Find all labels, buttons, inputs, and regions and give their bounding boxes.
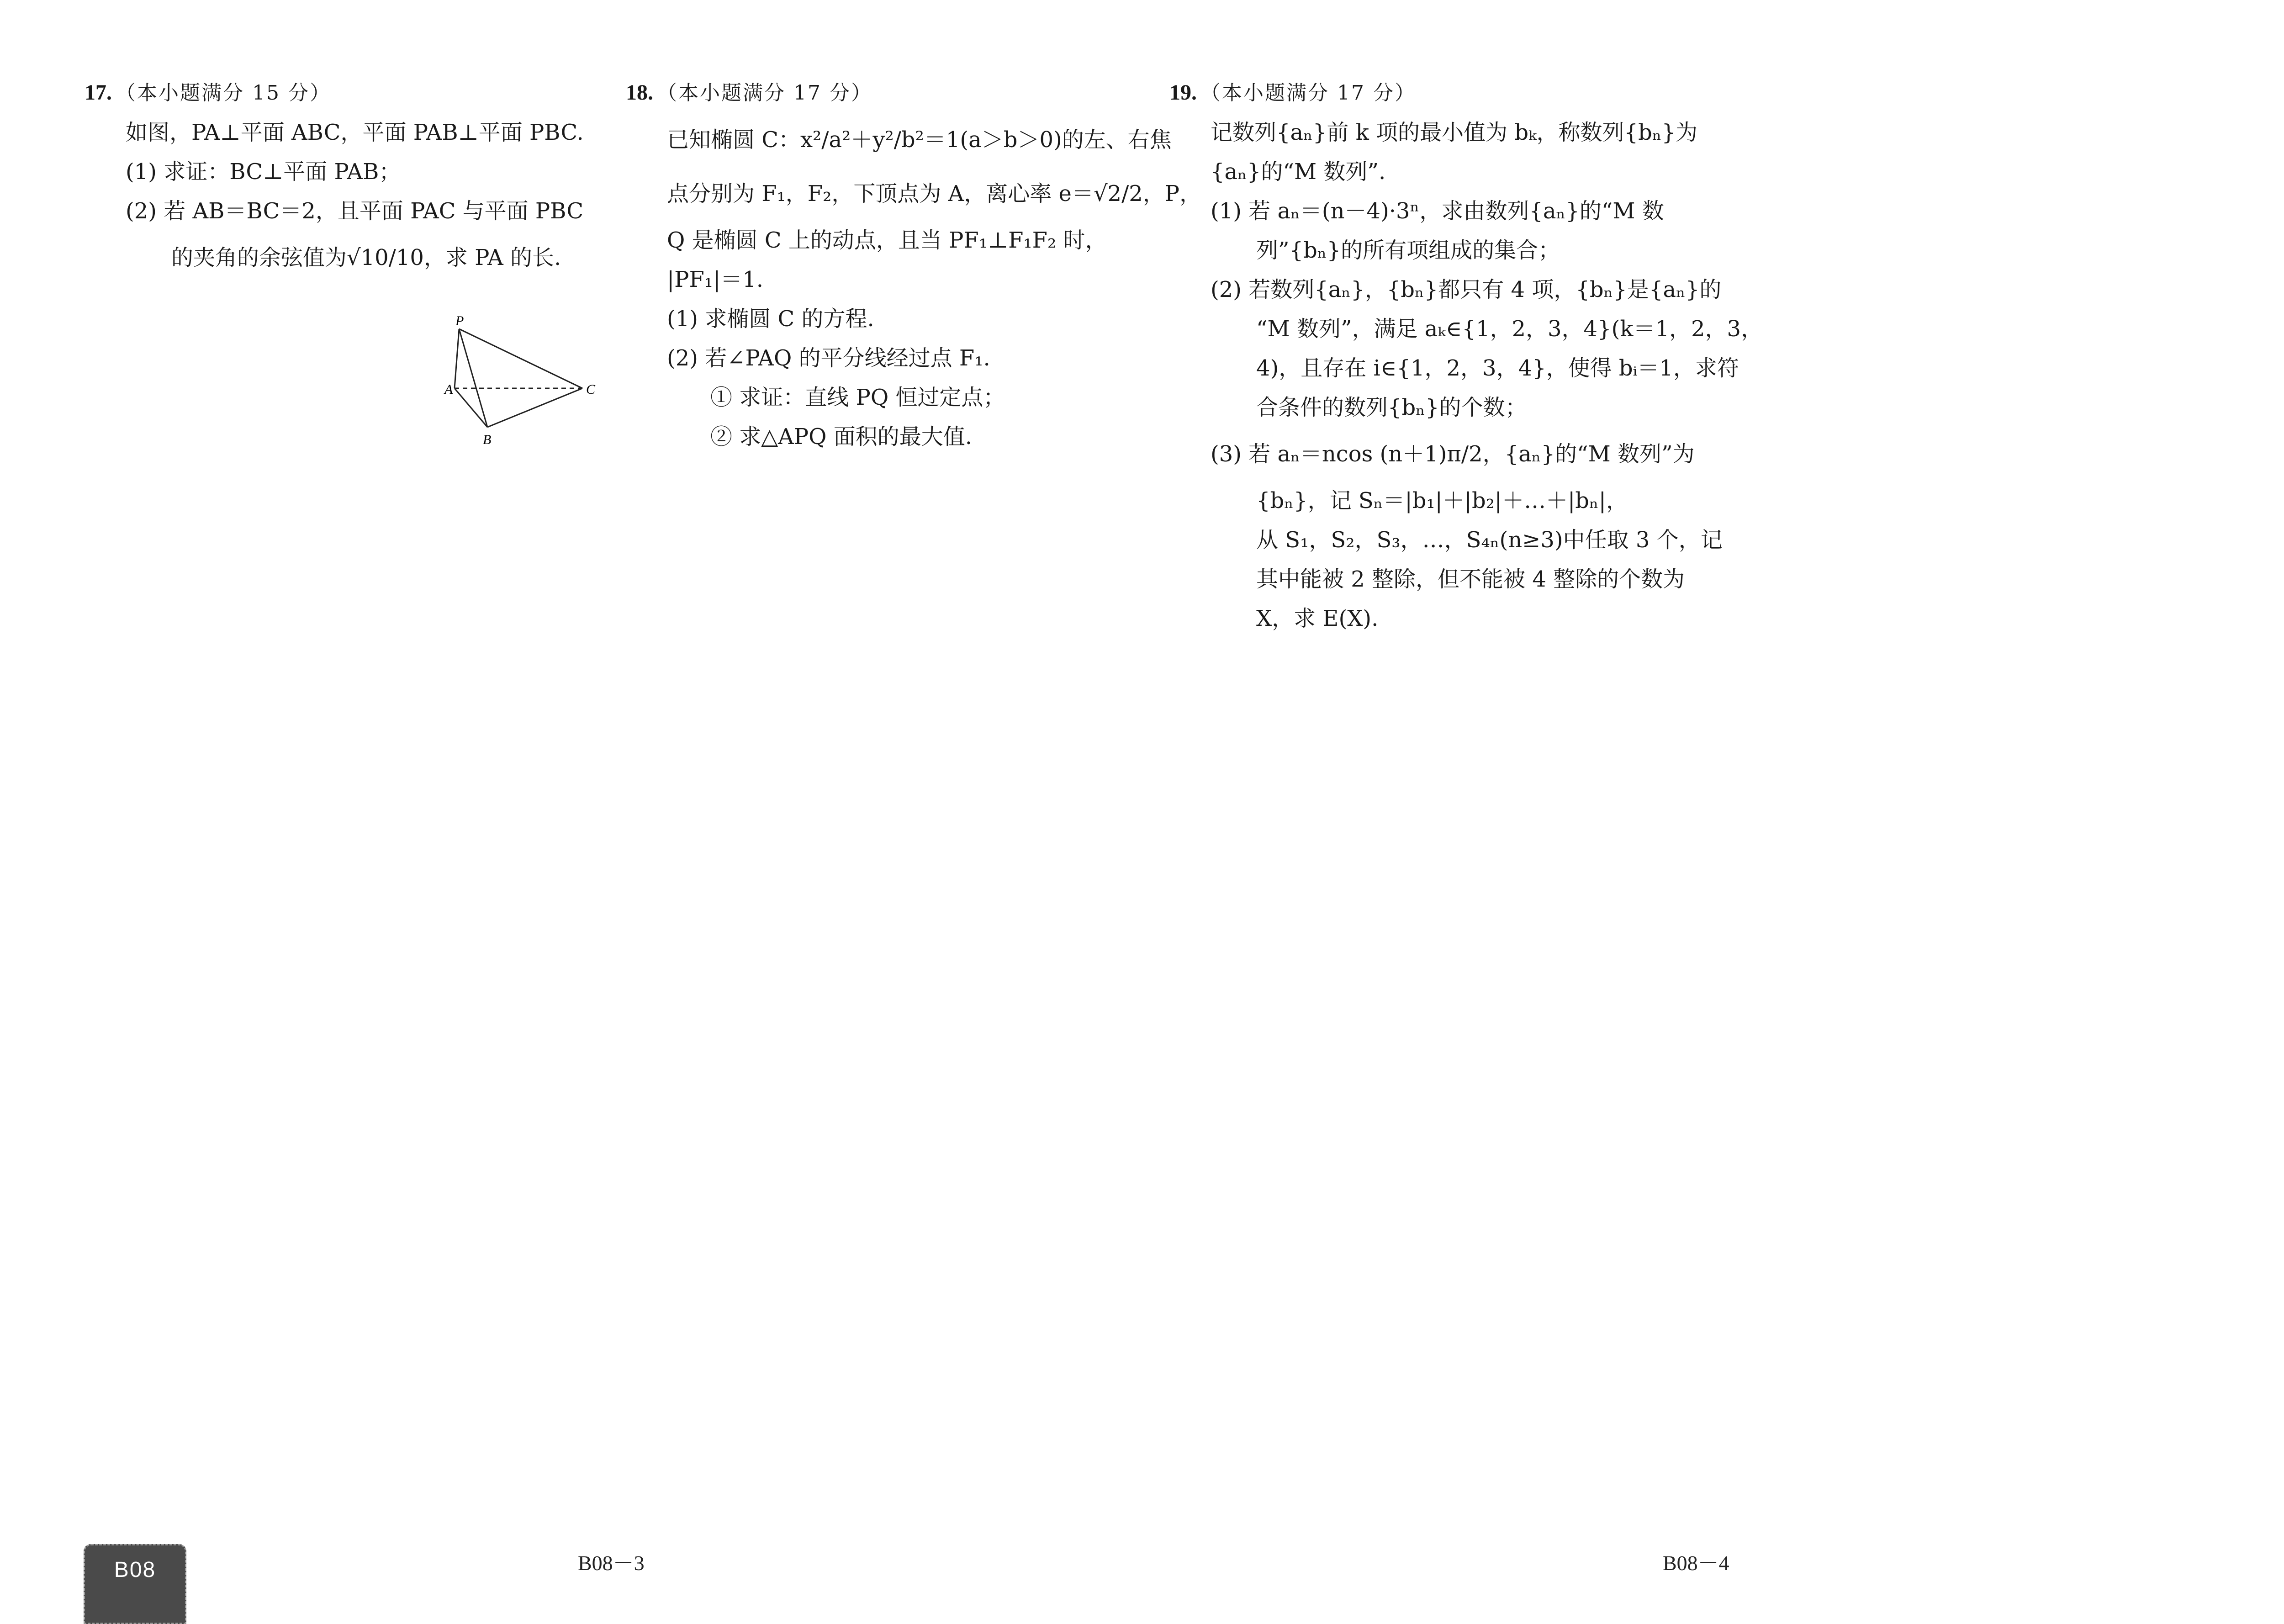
- question-17-part-2: (2) 若 AB＝BC＝2，且平面 PAC 与平面 PBC: [126, 198, 584, 224]
- question-19-part-3-cont-4: X，求 E(X).: [1256, 606, 1379, 631]
- page-number-left: B08－3: [578, 1551, 645, 1575]
- question-18-part-2-sub-1: ① 求证：直线 PQ 恒过定点；: [710, 385, 1005, 410]
- question-19-header: [1169, 73, 1695, 113]
- label-a: A: [444, 382, 453, 397]
- question-18-part-1: (1) 求椭圆 C 的方程.: [667, 306, 874, 332]
- question-18-part-2: (2) 若∠PAQ 的平分线经过点 F₁.: [667, 345, 990, 371]
- question-19-stem-2: {aₙ}的“M 数列”.: [1211, 159, 1386, 185]
- question-17-part-1: (1) 求证：BC⊥平面 PAB；: [126, 159, 401, 185]
- question-19-part-2-cont-3: 合条件的数列{bₙ}的个数；: [1256, 395, 1527, 420]
- question-19: [1169, 73, 1763, 638]
- edge-pb: [459, 329, 487, 427]
- pyramid-figure: [445, 315, 610, 448]
- question-18-part-2-sub-2: ② 求△APQ 面积的最大值.: [710, 424, 973, 450]
- edge-pa: [455, 329, 459, 388]
- question-19-part-2-cont-1: “M 数列”，满足 aₖ∈{1，2，3，4}(k＝1，2，3，: [1256, 316, 1763, 342]
- question-number: 18.: [626, 80, 653, 105]
- question-18-header: [626, 73, 1151, 113]
- question-17-part-2-cont: 的夹角的余弦值为√10/10，求 PA 的长.: [171, 245, 561, 270]
- label-b: B: [483, 432, 492, 447]
- question-18-stem-2: 点分别为 F₁，F₂，下顶点为 A，离心率 e＝√2/2，P，: [667, 181, 1202, 206]
- question-18-stem-3: Q 是椭圆 C 上的动点，且当 PF₁⊥F₁F₂ 时，: [667, 227, 1107, 253]
- page-number-right: B08－4: [1663, 1551, 1729, 1575]
- question-19-part-1: (1) 若 aₙ＝(n－4)·3ⁿ，求由数列{aₙ}的“M 数: [1211, 198, 1664, 224]
- question-19-part-3: (3) 若 aₙ＝ncos (n＋1)π/2，{aₙ}的“M 数列”为: [1211, 441, 1695, 467]
- question-19-part-3-cont-1: {bₙ}，记 Sₙ＝|b₁|＋|b₂|＋…＋|bₙ|，: [1256, 488, 1628, 513]
- question-18-stem-4: |PF₁|＝1.: [667, 267, 763, 292]
- question-17-header: [85, 73, 601, 113]
- question-17-stem: 如图，PA⊥平面 ABC，平面 PAB⊥平面 PBC.: [126, 120, 584, 145]
- question-number: 17.: [85, 80, 112, 105]
- pyramid-diagram: [445, 315, 610, 448]
- question-19-part-3-cont-3: 其中能被 2 整除，但不能被 4 整除的个数为: [1256, 566, 1685, 592]
- question-number: 19.: [1169, 80, 1197, 105]
- booklet-badge: [84, 1544, 186, 1624]
- booklet-code: B08: [114, 1558, 156, 1582]
- question-19-part-1-cont: 列”{bₙ}的所有项组成的集合；: [1256, 238, 1560, 263]
- question-19-part-3-cont-2: 从 S₁，S₂，S₃，…，S₄ₙ(n≥3)中任取 3 个，记: [1256, 527, 1723, 553]
- question-score: （本小题满分 17 分）: [1200, 81, 1416, 105]
- edge-bc: [487, 388, 582, 427]
- question-19-stem-1: 记数列{aₙ}前 k 项的最小值为 bₖ，称数列{bₙ}为: [1211, 120, 1698, 145]
- label-c: C: [586, 382, 596, 397]
- edge-pc: [459, 329, 582, 388]
- question-19-part-2: (2) 若数列{aₙ}，{bₙ}都只有 4 项，{bₙ}是{aₙ}的: [1211, 277, 1722, 302]
- question-17: [85, 73, 601, 285]
- question-19-part-2-cont-2: 4)，且存在 i∈{1，2，3，4}，使得 bᵢ＝1，求符: [1256, 355, 1739, 381]
- question-score: （本小题满分 15 分）: [116, 81, 331, 105]
- question-18-stem-1: 已知椭圆 C：x²/a²＋y²/b²＝1(a＞b＞0)的左、右焦: [667, 127, 1172, 153]
- label-p: P: [455, 313, 464, 328]
- question-score: （本小题满分 17 分）: [657, 81, 872, 105]
